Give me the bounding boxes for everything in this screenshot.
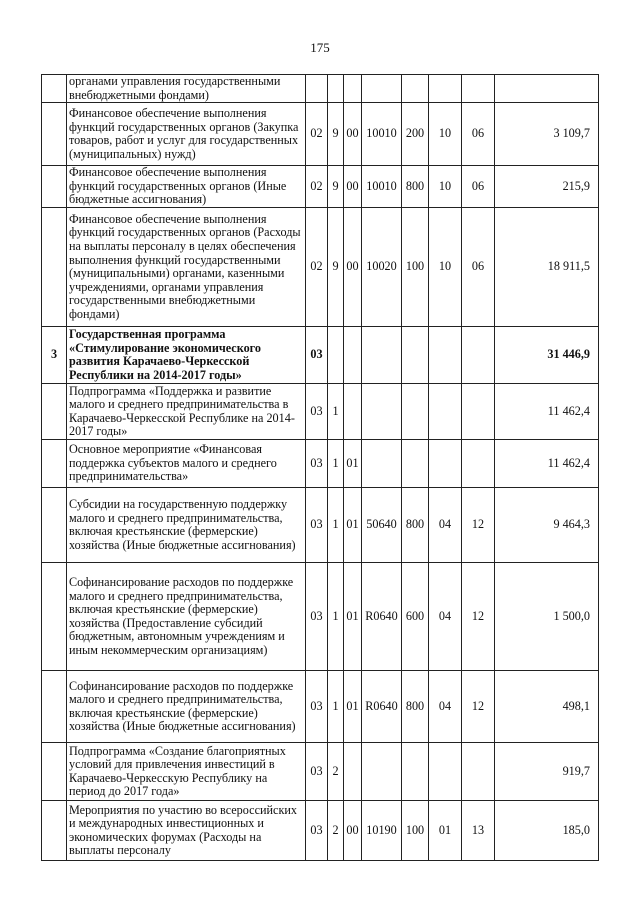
row-number-cell [42, 103, 67, 166]
expense-type-code-cell [402, 440, 429, 488]
row-name-cell: Финансовое обеспечение выполнения функций государственных органов (Иные бюджетные ассигнования) [67, 166, 306, 208]
amount-cell: 1 500,0 [495, 563, 599, 671]
main-activity-code-cell: 00 [344, 166, 362, 208]
section-code-cell [429, 384, 462, 440]
subsection-code-cell: 12 [462, 488, 495, 563]
row-number-cell [42, 166, 67, 208]
row-name-cell: Финансовое обеспечение выполнения функций государственных органов (Расходы на выплаты персоналу в целях обеспечения выполнения функций государственными (муниципальными) органами, казенными учреждениями, органами управления государственными внебюджетными фондами) [67, 208, 306, 327]
amount-cell: 31 446,9 [495, 327, 599, 384]
amount-cell: 919,7 [495, 743, 599, 801]
subsection-code-cell [462, 743, 495, 801]
program-code-cell [306, 75, 328, 103]
expense-type-code-cell: 800 [402, 166, 429, 208]
program-code-cell: 03 [306, 743, 328, 801]
program-code-cell: 02 [306, 103, 328, 166]
table-row [42, 671, 599, 743]
row-number-cell [42, 440, 67, 488]
subsection-code-cell: 13 [462, 801, 495, 861]
budget-table [41, 74, 599, 861]
main-activity-code-cell: 00 [344, 103, 362, 166]
subsection-code-cell: 06 [462, 103, 495, 166]
amount-cell [495, 75, 599, 103]
row-number-cell [42, 75, 67, 103]
table-row [42, 488, 599, 563]
row-name-cell: Основное мероприятие «Финансовая поддержка субъектов малого и среднего предпринимательства» [67, 440, 306, 488]
expense-type-code-cell: 800 [402, 488, 429, 563]
subprogram-code-cell: 9 [328, 208, 344, 327]
row-number-cell [42, 384, 67, 440]
program-code-cell: 03 [306, 671, 328, 743]
row-name-cell: Мероприятия по участию во всероссийских и международных инвестиционных и экономических форумах (Расходы на выплаты персоналу [67, 801, 306, 861]
row-name-cell: Государственная программа «Стимулирование экономического развития Карачаево-Черкесской Республики на 2014-2017 годы» [67, 327, 306, 384]
main-activity-code-cell [344, 327, 362, 384]
direction-code-cell: 10190 [362, 801, 402, 861]
section-code-cell: 01 [429, 801, 462, 861]
subprogram-code-cell: 1 [328, 384, 344, 440]
amount-cell: 185,0 [495, 801, 599, 861]
subsection-code-cell: 12 [462, 563, 495, 671]
row-name-cell: Подпрограмма «Создание благоприятных условий для привлечения инвестиций в Карачаево-Черкесскую Республику на период до 2017 года» [67, 743, 306, 801]
table-row [42, 103, 599, 166]
expense-type-code-cell: 600 [402, 563, 429, 671]
subprogram-code-cell: 2 [328, 801, 344, 861]
row-name-cell: Софинансирование расходов по поддержке малого и среднего предпринимательства, включая крестьянские (фермерские) хозяйства (Иные бюджетные ассигнования) [67, 671, 306, 743]
section-code-cell: 04 [429, 671, 462, 743]
subsection-code-cell: 06 [462, 166, 495, 208]
main-activity-code-cell: 00 [344, 208, 362, 327]
expense-type-code-cell: 100 [402, 801, 429, 861]
amount-cell: 9 464,3 [495, 488, 599, 563]
expense-type-code-cell [402, 743, 429, 801]
program-code-cell: 02 [306, 208, 328, 327]
section-code-cell [429, 75, 462, 103]
program-code-cell: 02 [306, 166, 328, 208]
page-number: 175 [310, 40, 330, 55]
amount-cell: 18 911,5 [495, 208, 599, 327]
program-code-cell: 03 [306, 488, 328, 563]
table-row [42, 743, 599, 801]
expense-type-code-cell [402, 75, 429, 103]
row-name-cell: Субсидии на государственную поддержку малого и среднего предпринимательства, включая крестьянские (фермерские) хозяйства (Иные бюджетные ассигнования) [67, 488, 306, 563]
row-number-cell [42, 801, 67, 861]
direction-code-cell [362, 743, 402, 801]
row-number-cell: 3 [42, 327, 67, 384]
program-code-cell: 03 [306, 440, 328, 488]
direction-code-cell: 10010 [362, 103, 402, 166]
direction-code-cell [362, 75, 402, 103]
section-code-cell: 04 [429, 563, 462, 671]
subprogram-code-cell [328, 75, 344, 103]
direction-code-cell: 50640 [362, 488, 402, 563]
table-row [42, 384, 599, 440]
row-name-cell: Финансовое обеспечение выполнения функций государственных органов (Закупка товаров, работ и услуг для государственных (муниципальных) нужд) [67, 103, 306, 166]
subsection-code-cell [462, 75, 495, 103]
direction-code-cell: 10010 [362, 166, 402, 208]
row-number-cell [42, 671, 67, 743]
main-activity-code-cell: 00 [344, 801, 362, 861]
amount-cell: 11 462,4 [495, 384, 599, 440]
direction-code-cell [362, 384, 402, 440]
expense-type-code-cell [402, 327, 429, 384]
amount-cell: 11 462,4 [495, 440, 599, 488]
subsection-code-cell: 12 [462, 671, 495, 743]
section-code-cell [429, 327, 462, 384]
expense-type-code-cell: 800 [402, 671, 429, 743]
row-number-cell [42, 743, 67, 801]
main-activity-code-cell [344, 75, 362, 103]
row-name-cell: Софинансирование расходов по поддержке малого и среднего предпринимательства, включая крестьянские (фермерские) хозяйства (Предоставление субсидий бюджетным, автономным учреждениям и иным некоммерческим организациям) [67, 563, 306, 671]
main-activity-code-cell: 01 [344, 488, 362, 563]
section-code-cell [429, 440, 462, 488]
table-row [42, 75, 599, 103]
subsection-code-cell: 06 [462, 208, 495, 327]
subprogram-code-cell: 1 [328, 671, 344, 743]
table-row [42, 563, 599, 671]
amount-cell: 498,1 [495, 671, 599, 743]
program-code-cell: 03 [306, 563, 328, 671]
expense-type-code-cell [402, 384, 429, 440]
expense-type-code-cell: 200 [402, 103, 429, 166]
row-number-cell [42, 208, 67, 327]
main-activity-code-cell: 01 [344, 671, 362, 743]
subprogram-code-cell: 9 [328, 166, 344, 208]
subprogram-code-cell: 1 [328, 488, 344, 563]
subprogram-code-cell: 1 [328, 440, 344, 488]
main-activity-code-cell: 01 [344, 563, 362, 671]
direction-code-cell: R0640 [362, 563, 402, 671]
main-activity-code-cell: 01 [344, 440, 362, 488]
program-code-cell: 03 [306, 384, 328, 440]
section-code-cell [429, 743, 462, 801]
expense-type-code-cell: 100 [402, 208, 429, 327]
amount-cell: 3 109,7 [495, 103, 599, 166]
direction-code-cell: 10020 [362, 208, 402, 327]
section-code-cell: 10 [429, 166, 462, 208]
program-code-cell: 03 [306, 801, 328, 861]
row-number-cell [42, 488, 67, 563]
table-row [42, 166, 599, 208]
table-row [42, 440, 599, 488]
subsection-code-cell [462, 327, 495, 384]
subsection-code-cell [462, 384, 495, 440]
row-name-cell: Подпрограмма «Поддержка и развитие малого и среднего предпринимательства в Карачаево-Черкесской Республике на 2014-2017 годы» [67, 384, 306, 440]
main-activity-code-cell [344, 384, 362, 440]
table-row [42, 208, 599, 327]
direction-code-cell [362, 327, 402, 384]
section-code-cell: 04 [429, 488, 462, 563]
main-activity-code-cell [344, 743, 362, 801]
direction-code-cell: R0640 [362, 671, 402, 743]
subprogram-code-cell: 2 [328, 743, 344, 801]
row-name-cell: органами управления государственными внебюджетными фондами) [67, 75, 306, 103]
table-row [42, 801, 599, 861]
subsection-code-cell [462, 440, 495, 488]
subprogram-code-cell [328, 327, 344, 384]
subprogram-code-cell: 9 [328, 103, 344, 166]
section-code-cell: 10 [429, 208, 462, 327]
row-number-cell [42, 563, 67, 671]
section-code-cell: 10 [429, 103, 462, 166]
program-code-cell: 03 [306, 327, 328, 384]
table-row [42, 327, 599, 384]
table-body [42, 75, 599, 861]
direction-code-cell [362, 440, 402, 488]
subprogram-code-cell: 1 [328, 563, 344, 671]
amount-cell: 215,9 [495, 166, 599, 208]
